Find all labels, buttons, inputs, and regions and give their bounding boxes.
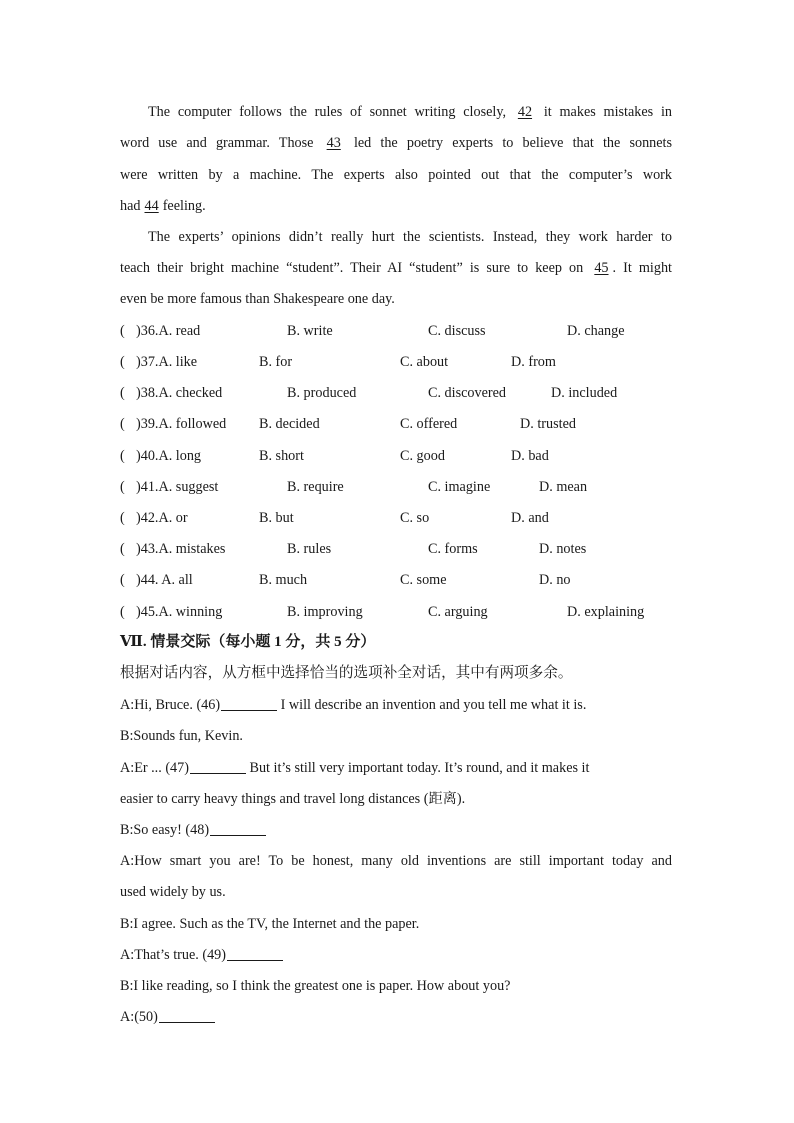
option-d: D. trusted [520, 416, 576, 432]
option-c: C. so [400, 510, 430, 526]
dialog-line [120, 821, 672, 839]
dialog-line [120, 759, 672, 777]
answer-blank-49[interactable] [227, 946, 283, 961]
question-number: )45.A. winning [136, 604, 223, 620]
dialog-text: B:I agree. Such as the TV, the Internet and the paper. [120, 916, 420, 932]
question-number: )44. A. all [136, 572, 193, 588]
question-number: )43.A. mistakes [136, 541, 226, 557]
answer-blank-46[interactable] [221, 696, 277, 711]
option-b: B. require [287, 479, 344, 495]
answer-paren[interactable]: ( [120, 323, 125, 339]
dialog-line [120, 852, 672, 870]
answer-blank-50[interactable] [159, 1008, 215, 1023]
passage-line [148, 228, 672, 246]
option-c: C. discuss [428, 323, 486, 339]
answer-paren[interactable]: ( [120, 510, 125, 526]
dialog-text: used widely by us. [120, 884, 226, 900]
passage-line [148, 103, 672, 121]
dialog-text: A:That’s true. (49) [120, 947, 226, 963]
passage-text: teach their bright machine “student”. Their AI “student” is sure to keep on [120, 260, 584, 276]
option-c: C. forms [428, 541, 478, 557]
option-d: D. explaining [567, 604, 645, 620]
dialog-text: A:Er ... (47) [120, 760, 189, 776]
option-c: C. discovered [428, 385, 507, 401]
answer-paren[interactable]: ( [120, 479, 125, 495]
passage-text: The experts’ opinions didn’t really hurt the scientists. Instead, they work harder to [148, 229, 672, 245]
option-d: D. notes [539, 541, 587, 557]
option-b: B. decided [259, 416, 320, 432]
blank-45: 45 [594, 260, 609, 276]
option-c: C. some [400, 572, 447, 588]
option-b: B. write [287, 323, 333, 339]
answer-paren[interactable]: ( [120, 354, 125, 370]
option-c: C. good [400, 448, 445, 464]
answer-paren[interactable]: ( [120, 541, 125, 557]
option-b: B. rules [287, 541, 332, 557]
answer-paren[interactable]: ( [120, 385, 125, 401]
option-b: B. but [259, 510, 294, 526]
passage-line [120, 134, 672, 152]
question-number: )42.A. or [136, 510, 188, 526]
dialog-text: B:Sounds fun, Kevin. [120, 728, 243, 744]
option-d: D. and [511, 510, 549, 526]
passage-text: were written by a machine. The experts also pointed out that the computer’s work [120, 167, 672, 183]
passage-text: had [120, 198, 141, 214]
option-c: C. imagine [428, 479, 491, 495]
blank-44: 44 [144, 198, 159, 214]
question-number: )41.A. suggest [136, 479, 219, 495]
option-b: B. improving [287, 604, 363, 620]
dialog-line [120, 696, 672, 714]
dialog-line [120, 1008, 672, 1026]
dialog-text: B:So easy! (48) [120, 822, 210, 838]
blank-42: 42 [517, 104, 533, 120]
option-d: D. mean [539, 479, 588, 495]
dialog-line [120, 727, 672, 745]
option-b: B. for [259, 354, 293, 370]
answer-blank-48[interactable] [210, 821, 266, 836]
option-d: D. from [511, 354, 556, 370]
option-d: D. bad [511, 448, 549, 464]
option-b: B. much [259, 572, 308, 588]
passage-line [120, 166, 672, 184]
option-d: D. included [551, 385, 618, 401]
option-c: C. about [400, 354, 449, 370]
passage-text: word use and grammar. Those [120, 135, 314, 151]
passage-text: led the poetry experts to believe that the sonnets [353, 135, 673, 151]
option-b: B. short [259, 448, 304, 464]
passage-text: it makes mistakes in [543, 104, 673, 120]
question-number: )38.A. checked [136, 385, 223, 401]
question-number: )39.A. followed [136, 416, 227, 432]
passage-text: The computer follows the rules of sonnet writing closely, [148, 104, 507, 120]
dialog-line [120, 977, 672, 995]
answer-paren[interactable]: ( [120, 448, 125, 464]
dialog-text: I will describe an invention and you tell me what it is. [280, 697, 587, 713]
blank-43: 43 [326, 135, 341, 151]
dialog-text: A:How smart you are! To be honest, many old inventions are still important today and [120, 853, 672, 869]
option-d: D. change [567, 323, 625, 339]
passage-line [120, 290, 672, 308]
dialog-text: easier to carry heavy things and travel long distances (距离). [120, 791, 466, 807]
dialog-text: A:(50) [120, 1009, 158, 1025]
option-d: D. no [539, 572, 571, 588]
answer-paren[interactable]: ( [120, 604, 125, 620]
passage-text: even be more famous than Shakespeare one day. [120, 291, 395, 307]
passage-line [120, 197, 672, 215]
dialog-line [120, 883, 672, 901]
question-number: )36.A. read [136, 323, 201, 339]
dialog-line [120, 790, 672, 808]
option-c: C. offered [400, 416, 458, 432]
question-number: )40.A. long [136, 448, 202, 464]
section-instruction: 根据对话内容，从方框中选择恰当的选项补全对话，其中有两项多余。 [120, 665, 573, 681]
passage-line [120, 259, 672, 277]
question-number: )37.A. like [136, 354, 198, 370]
dialog-text: A:Hi, Bruce. (46) [120, 697, 221, 713]
answer-paren[interactable]: ( [120, 416, 125, 432]
passage-text: . It might [612, 260, 672, 276]
section-title: Ⅶ. 情景交际（每小题 1 分，共 5 分） [120, 634, 376, 650]
dialog-text: B:I like reading, so I think the greatest one is paper. How about you? [120, 978, 511, 994]
dialog-line [120, 915, 672, 933]
dialog-text: But it’s still very important today. It’s round, and it makes it [249, 760, 590, 776]
answer-blank-47[interactable] [190, 759, 246, 774]
dialog-line [120, 946, 672, 964]
option-b: B. produced [287, 385, 357, 401]
passage-text: feeling. [162, 198, 206, 214]
answer-paren[interactable]: ( [120, 572, 125, 588]
option-c: C. arguing [428, 604, 488, 620]
